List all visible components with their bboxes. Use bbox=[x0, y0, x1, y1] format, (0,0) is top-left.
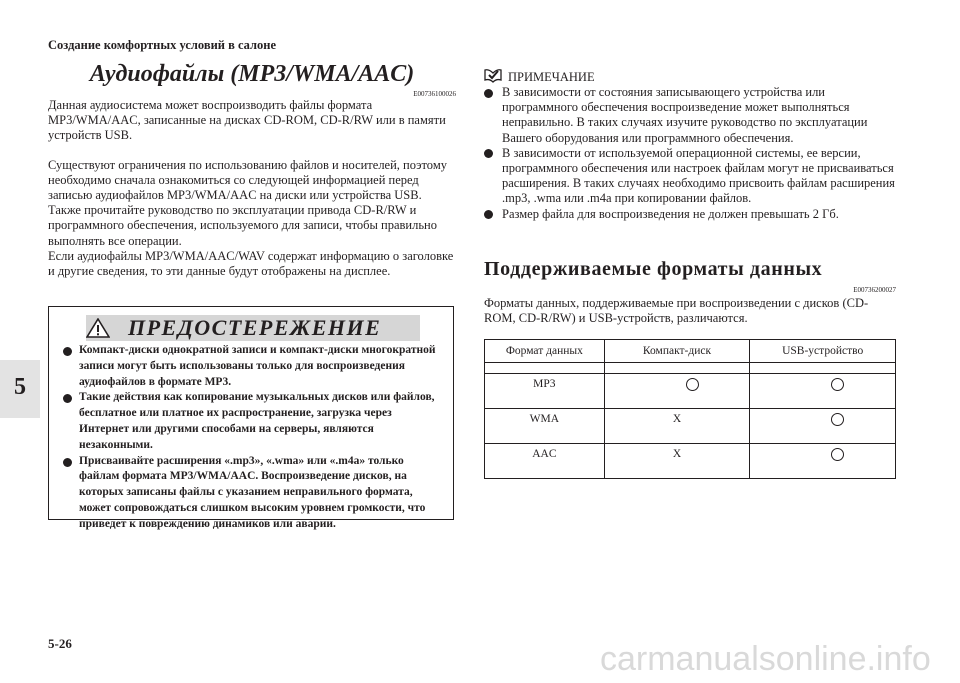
bullet-icon bbox=[63, 394, 72, 403]
note-item bbox=[484, 207, 896, 222]
note-block bbox=[484, 68, 896, 222]
section-code-audio: E00736100026 bbox=[413, 90, 456, 98]
table-header-row bbox=[485, 340, 896, 363]
note-list bbox=[484, 85, 896, 222]
table-cell-usb bbox=[750, 444, 896, 479]
table-cell-cd: X bbox=[604, 444, 750, 479]
supported-circle-icon bbox=[686, 378, 699, 391]
table-row bbox=[485, 444, 896, 479]
warning-item bbox=[63, 343, 443, 390]
bullet-icon bbox=[484, 149, 493, 158]
audio-paragraph-2 bbox=[48, 158, 456, 280]
audio-files-section bbox=[48, 60, 456, 279]
bullet-icon bbox=[63, 458, 72, 467]
table-cell-cd bbox=[604, 374, 750, 409]
table-cell-format: MP3 bbox=[485, 374, 605, 409]
table-cell-cd: X bbox=[604, 409, 750, 444]
watermark-text: carmanualsonline.info bbox=[600, 640, 931, 678]
note-item bbox=[484, 146, 896, 207]
bullet-icon bbox=[63, 347, 72, 356]
table-cell-usb bbox=[750, 409, 896, 444]
table-cell-format: WMA bbox=[485, 409, 605, 444]
table-header-usb: USB-устройство bbox=[750, 340, 896, 363]
table-header-cd: Компакт-диск bbox=[604, 340, 750, 363]
supported-circle-icon bbox=[831, 413, 844, 426]
table-cell-usb bbox=[750, 374, 896, 409]
chapter-number: 5 bbox=[14, 374, 26, 400]
audio-paragraph-2-text: Существуют ограничения по использованию файлов и носителей, поэтому необходимо сначала ознакомиться со следующей информацией перед записью аудиофайлов MP3/WMA/AAC на диски или устройства USB. Также прочитайте руководство по эксплуатации привода CD-R/RW и программного обеспечения, используемого для записи, чтобы правильно выполнять все операции. bbox=[48, 157, 447, 248]
note-title: ПРИМЕЧАНИЕ bbox=[508, 70, 595, 84]
table-header-format: Формат данных bbox=[485, 340, 605, 363]
section-title-audio: Аудиофайлы (MP3/WMA/AAC) bbox=[89, 61, 415, 87]
warning-item-text: Присваивайте расширения «.mp3», «.wma» или «.m4a» только файлам формата MP3/WMA/AAC. Воспроизведение дисков, на которых записаны файлы с указанием неправильного формата, может сопровождаться слишком высоким уровнем громкости, что приведет к повреждению динамиков или аварии. bbox=[79, 454, 426, 530]
warning-item-text: Такие действия как копирование музыкальных дисков или файлов, бесплатное или платное их распространение, загрузка через Интернет или другими способами на серверы, являются незаконными. bbox=[79, 391, 435, 451]
note-item bbox=[484, 85, 896, 146]
audio-paragraph-3-text: Если аудиофайлы MP3/WMA/AAC/WAV содержат информацию о заголовке и другие сведения, то эти данные будут отображены на дисплее. bbox=[48, 248, 454, 279]
warning-item bbox=[63, 390, 443, 453]
table-row bbox=[485, 374, 896, 409]
warning-list bbox=[63, 343, 443, 533]
warning-title-bar bbox=[86, 315, 420, 341]
warning-item-text: Компакт-диски однократной записи и компакт-диски многократной записи могут быть использованы только для воспроизведения аудиофайлов в формате MP3. bbox=[79, 344, 436, 388]
note-heading bbox=[484, 68, 896, 85]
section-title-formats: Поддерживаемые форматы данных bbox=[484, 258, 823, 280]
note-item-text: Размер файла для воспроизведения не должен превышать 2 Гб. bbox=[502, 206, 839, 221]
table-row bbox=[485, 409, 896, 444]
formats-table bbox=[484, 339, 896, 479]
running-header: Создание комфортных условий в салоне bbox=[48, 38, 277, 52]
table-spacer-row bbox=[485, 363, 896, 374]
note-item-text: В зависимости от состояния записывающего устройства или программного обеспечения воспроизведение может выполняться неправильно. В таких случаях изучите руководство по эксплуатации Вашего оборудования или программного обеспечения. bbox=[502, 85, 868, 145]
warning-item bbox=[63, 454, 443, 533]
warning-box bbox=[48, 306, 454, 530]
bullet-icon bbox=[484, 210, 493, 219]
table-cell-format: AAC bbox=[485, 444, 605, 479]
page-number: 5-26 bbox=[48, 636, 72, 651]
audio-paragraph-1: Данная аудиосистема может воспроизводить файлы формата MP3/WMA/AAC, записанные на дисках CD-ROM, CD-R/RW или в памяти устройств USB. bbox=[48, 98, 446, 143]
supported-circle-icon bbox=[831, 448, 844, 461]
warning-title: ПРЕДОСТЕРЕЖЕНИЕ bbox=[128, 315, 382, 340]
formats-intro: Форматы данных, поддерживаемые при воспроизведении с дисков (CD-ROM, CD-R/RW) и USB-устройств, различаются. bbox=[484, 296, 869, 326]
bullet-icon bbox=[484, 89, 493, 98]
note-item-text: В зависимости от используемой операционной системы, ее версии, программного обеспечения или настроек файлам могут не присваиваться расширения. В таких случаях необходимо присвоить файлам расширения .mp3, .wma или .m4a при копировании файлов. bbox=[502, 145, 895, 206]
section-code-formats: E00736200027 bbox=[853, 286, 896, 294]
warning-triangle-icon bbox=[86, 318, 110, 343]
supported-circle-icon bbox=[831, 378, 844, 391]
